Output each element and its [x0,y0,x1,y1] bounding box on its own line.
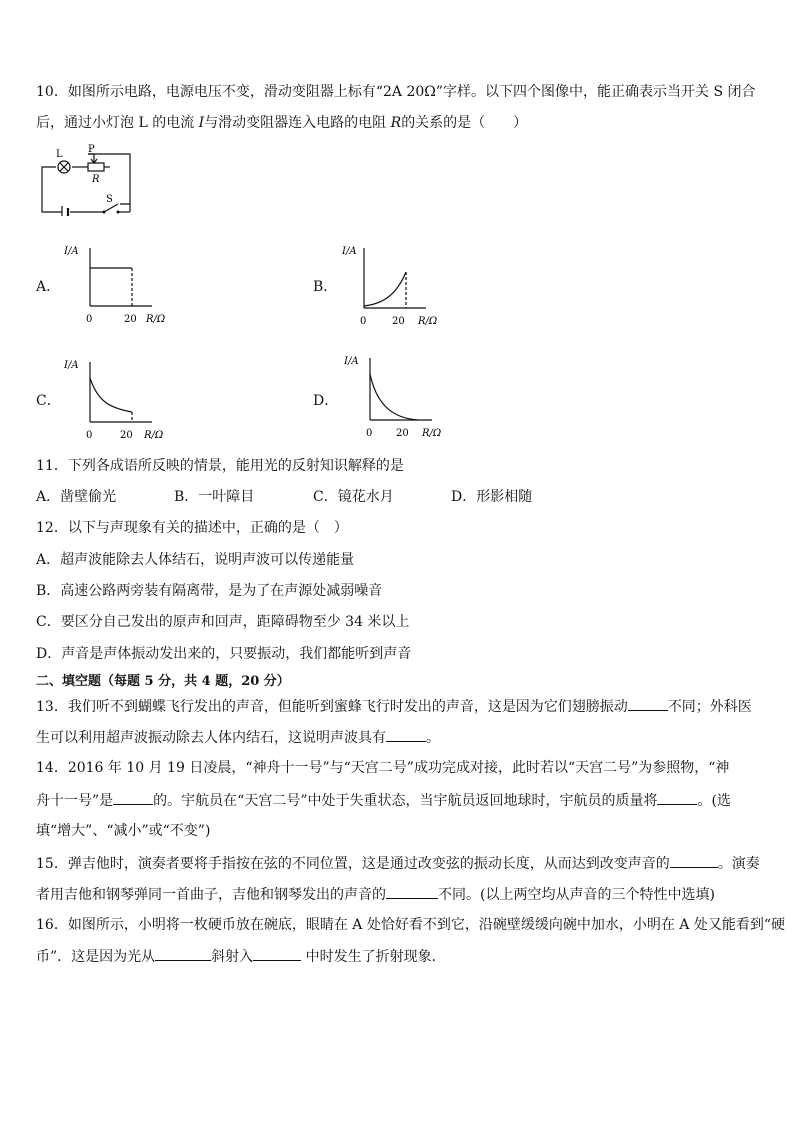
graph-a-zero: 0 [86,314,93,325]
circuit-label-switch: S [106,194,113,205]
graph-d-y-label: I/A [344,356,359,367]
q16-blank-2[interactable] [253,946,301,961]
q10-graph-a [62,240,182,332]
q10-option-a-label: A． [36,279,61,295]
q10-stem-part-b: 与滑动变阻器连入电路的电阻 [204,115,391,131]
q13-line1 [36,696,752,717]
q14-text-2-mid: 的。宇航员在“天宫二号”中处于失重状态，当宇航员返回地球时，宇航员的质量将 [153,793,658,809]
graph-d-zero: 0 [366,428,373,439]
graph-c-y-label: I/A [64,360,79,371]
q14-blank-2[interactable] [657,790,697,805]
graph-c-x-label: R/Ω [144,430,164,441]
q13-text-2-end: 。 [426,730,440,746]
graph-b-x-label: R/Ω [418,316,438,327]
q10-graph-c [62,354,182,446]
q16-line2 [36,946,446,967]
q16-line1: 16．如图所示，小明将一枚硬币放在碗底，眼睛在 A 处恰好看不到它，沿碗壁缓缓向碗中加水，小明在 A 处又能看到“硬 [36,917,785,933]
q10-stem-line2 [36,113,527,133]
q13-text-1: 13．我们听不到蝴蝶飞行发出的声音，但能听到蜜蜂飞行时发出的声音，这是因为它们翅膀振动 [36,699,628,715]
q11-option-c: C．镜花水月 [313,489,394,505]
q10-option-c-label: C． [36,393,61,409]
q13-text-1-end: 不同；外科医 [667,699,752,715]
circuit-label-lamp: L [56,149,63,160]
q10-var-i: I [198,115,205,131]
q14-blank-1[interactable] [113,790,153,805]
q11-option-b: B．一叶障目 [174,489,255,505]
q10-stem-part-a: 后，通过小灯泡 L 的电流 [36,115,199,131]
q14-text-2: 舟十一号”是 [36,793,114,809]
q11-option-a: A．凿壁偷光 [36,489,117,505]
graph-d-twenty: 20 [396,428,409,439]
q16-text-2-end: 中时发生了折射现象． [301,949,446,965]
q15-blank-1[interactable] [670,853,718,868]
q13-line2 [36,727,440,748]
graph-b-twenty: 20 [392,316,405,327]
q10-var-r: R [390,115,402,131]
graph-a-x-label: R/Ω [146,314,166,325]
circuit-label-resistor: R [92,174,100,185]
section-2-title: 二、填空题（每题 5 分，共 4 题，20 分） [36,674,290,689]
q12-option-a: A．超声波能除去人体结石，说明声波可以传递能量 [36,552,355,568]
q12-option-c: C．要区分自己发出的原声和回声，距障碍物至少 34 米以上 [36,614,410,630]
q11-option-d: D．形影相随 [451,489,533,505]
q13-blank-2[interactable] [386,727,426,742]
q14-text-2-end: 。(选 [697,793,731,809]
graph-a-y-label: I/A [64,246,79,257]
q13-text-2: 生可以利用超声波振动除去人体内结石，这说明声波具有 [36,730,386,746]
q15-line2 [36,884,715,905]
q10-option-b-label: B． [313,279,338,295]
circuit-label-slider: P [88,144,95,155]
q12-option-b: B．高速公路两旁装有隔离带，是为了在声源处减弱噪音 [36,583,383,599]
q10-option-d-label: D． [313,393,339,409]
q12-stem: 12．以下与声现象有关的描述中，正确的是（ ） [36,520,348,536]
q14-line3: 填“增大”、“减小”或“不变”) [36,823,211,839]
q10-graph-d [340,350,460,442]
q10-circuit-diagram [36,142,136,216]
q10-stem-part-c: 的关系的是（ ） [401,115,528,131]
q10-stem-line1: 10．如图所示电路，电源电压不变，滑动变阻器上标有“2A 20Ω”字样。以下四个图像中，能正确表示当开关 S 闭合 [36,84,756,100]
q16-text-2-mid: 斜射入 [211,949,254,965]
graph-b-y-label: I/A [342,246,357,257]
q15-line1 [36,853,760,874]
graph-b-zero: 0 [360,316,367,327]
graph-a-twenty: 20 [124,314,137,325]
graph-d-x-label: R/Ω [422,428,442,439]
graph-c-zero: 0 [86,430,93,441]
q16-text-2: 币”．这是因为光从 [36,949,156,965]
q11-stem: 11．下列各成语所反映的情景，能用光的反射知识解释的是 [36,458,404,474]
q15-blank-2[interactable] [386,884,438,899]
q15-text-1: 15．弹吉他时，演奏者要将手指按在弦的不同位置，这是通过改变弦的振动长度，从而达到改变声音的 [36,856,670,872]
q10-graph-b [340,240,460,332]
q14-line2 [36,790,731,811]
q16-blank-1[interactable] [155,946,211,961]
q13-blank-1[interactable] [628,696,668,711]
q15-text-1-end: 。演奏 [717,856,760,872]
graph-c-twenty: 20 [120,430,133,441]
q15-text-2-end: 不同。(以上两空均从声音的三个特性中选填) [438,887,715,903]
q12-option-d: D．声音是声体振动发出来的，只要振动，我们都能听到声音 [36,646,412,662]
q14-line1: 14．2016 年 10 月 19 日凌晨，“神舟十一号”与“天宫二号”成功完成对接，此时若以“天宫二号”为参照物，“神 [36,760,730,776]
q15-text-2: 者用吉他和钢琴弹同一首曲子，吉他和钢琴发出的声音的 [36,887,386,903]
